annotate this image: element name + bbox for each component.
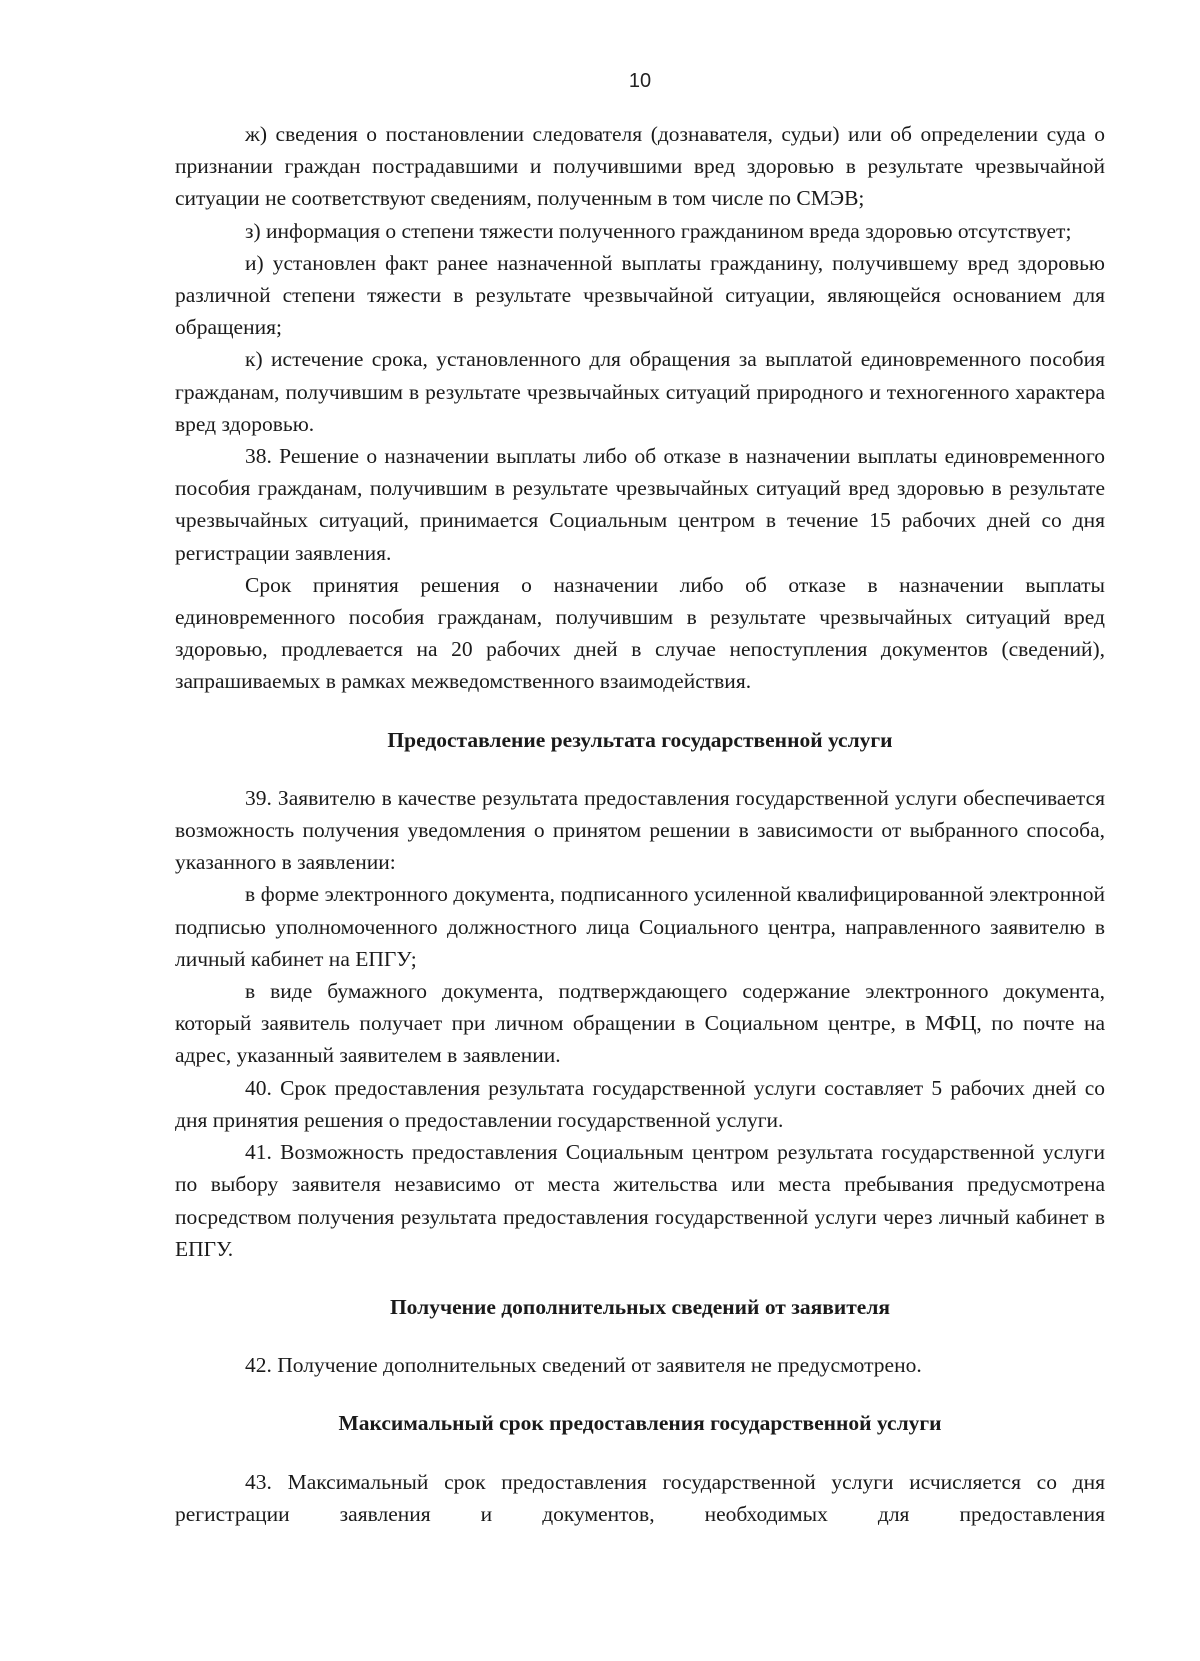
- paragraph-i: и) установлен факт ранее назначенной выплаты гражданину, получившему вред здоровью различной степени тяжести в результате чрезвычайной ситуации, являющейся основанием для обращения;: [175, 250, 1105, 340]
- paragraph-42: 42. Получение дополнительных сведений от заявителя не предусмотрено.: [245, 1353, 922, 1378]
- paragraph-k: к) истечение срока, установленного для обращения за выплатой единовременного пособия гражданам, получившим в результате чрезвычайных ситуаций природного и техногенного характера вред здоровью.: [175, 347, 1105, 436]
- document-body: [175, 118, 1105, 1530]
- paragraph-39: 39. Заявителю в качестве результата предоставления государственной услуги обеспечивается возможность получения уведомления о принятом решении в зависимости от выбранного способа, указанного в заявлении:: [175, 785, 1105, 875]
- section-heading-additional-info: Получение дополнительных сведений от заявителя: [389, 1294, 891, 1319]
- paragraph-z: з) информация о степени тяжести полученного гражданином вреда здоровью отсутствует;: [245, 218, 1072, 243]
- page-number: 10: [628, 70, 652, 92]
- paragraph-zh: ж) сведения о постановлении следователя (дознавателя, судьи) или об определении суда о признании граждан пострадавшими и получившими вред здоровью в результате чрезвычайной ситуации не соответствуют сведениям, полученным в том числе по СМЭВ;: [175, 122, 1105, 211]
- paragraph-41: 41. Возможность предоставления Социальным центром результата государственной услуги по выбору заявителя независимо от места жительства или места пребывания предусмотрена посредством получения результата предоставления государственной услуги через личный кабинет в ЕПГУ.: [175, 1140, 1105, 1261]
- paragraph-39-paper: в виде бумажного документа, подтверждающего содержание электронного документа, который заявитель получает при личном обращении в Социальном центре, в МФЦ, по почте на адрес, указанный заявителем в заявлении.: [175, 979, 1105, 1068]
- paragraph-40: 40. Срок предоставления результата государственной услуги составляет 5 рабочих дней со дня принятия решения о предоставлении государственной услуги.: [175, 1075, 1105, 1132]
- paragraph-39-electronic: в форме электронного документа, подписанного усиленной квалифицированной электронной подписью уполномоченного должностного лица Социального центра, направленного заявителю в личный кабинет на ЕПГУ;: [175, 882, 1105, 971]
- section-heading-result: Предоставление результата государственной услуги: [387, 727, 893, 752]
- paragraph-43: 43. Максимальный срок предоставления государственной услуги исчисляется со дня регистрации заявления и документов, необходимых для предоставления: [175, 1469, 1105, 1526]
- paragraph-38: 38. Решение о назначении выплаты либо об отказе в назначении выплаты единовременного пособия гражданам, получившим в результате чрезвычайных ситуаций вред здоровью в результате чрезвычайных ситуаций, принимается Социальным центром в течение 15 рабочих дней со дня регистрации заявления.: [175, 444, 1105, 565]
- paragraph-38-term: Срок принятия решения о назначении либо об отказе в назначении выплаты единовременного пособия гражданам, получившим в результате чрезвычайных ситуаций вред здоровью, продлевается на 20 рабочих дней в случае непоступления документов (сведений), запрашиваемых в рамках межведомственного взаимодействия.: [175, 572, 1105, 694]
- section-heading-max-term: Максимальный срок предоставления государственной услуги: [338, 1411, 942, 1436]
